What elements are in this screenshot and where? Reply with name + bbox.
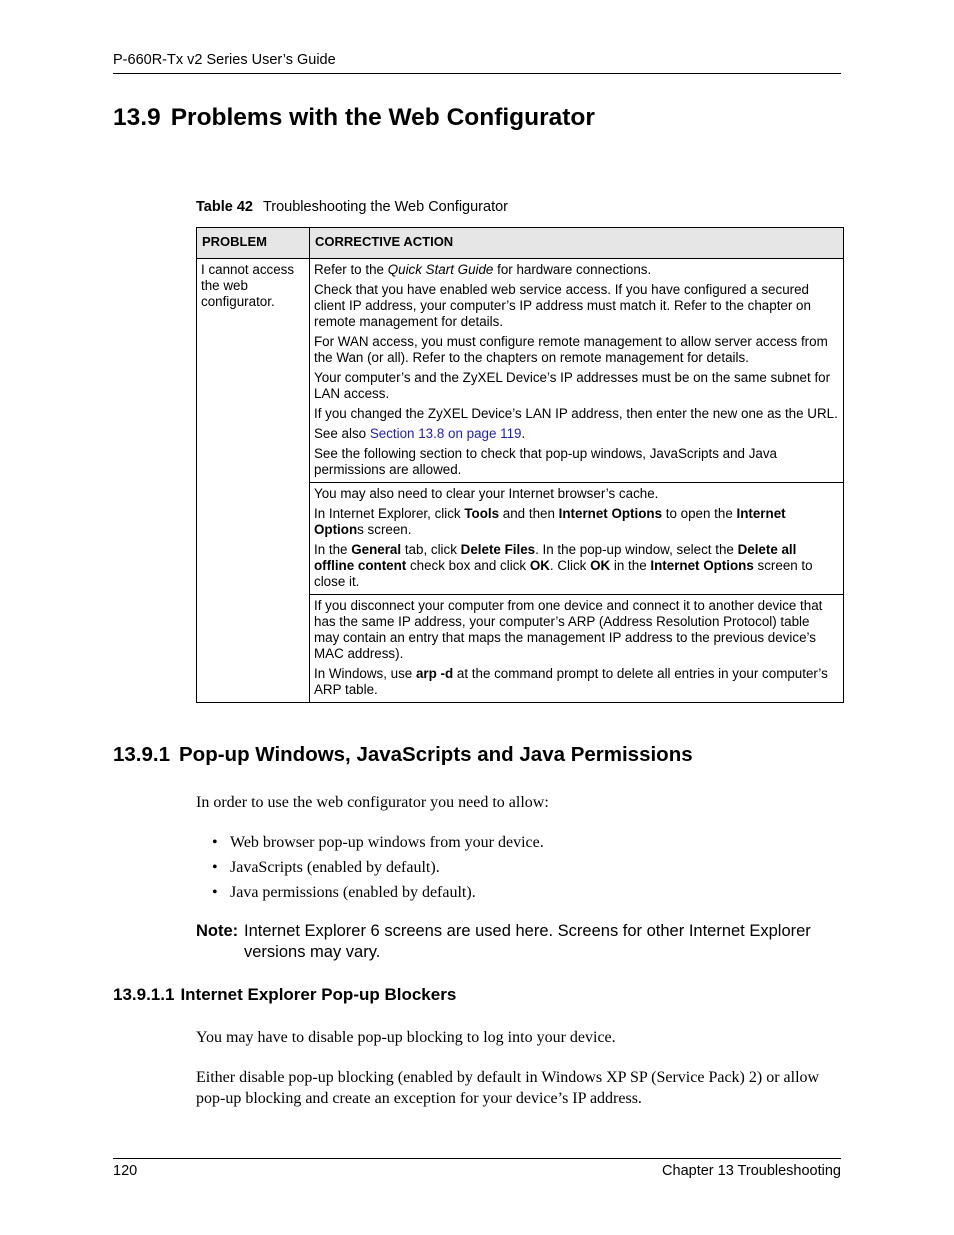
action-paragraph: Your computer’s and the ZyXEL Device’s IP addresses must be on the same subnet for LAN access. [314,370,831,401]
text-run: In Windows, use [314,666,416,681]
page-number: 120 [113,1163,138,1179]
list-item-text: Java permissions (enabled by default). [230,884,476,901]
text-run: in the [610,558,651,573]
section-title-text: Pop-up Windows, JavaScripts and Java Permissions [179,743,693,766]
list-item [212,882,832,903]
header-problem: PROBLEM [197,228,310,259]
action-cell-1 [310,259,844,483]
text-run: for hardware connections. [493,262,652,277]
text-run: tab, click [401,542,461,557]
guide-title: P-660R-Tx v2 Series User’s Guide [113,52,336,68]
text-run: . [521,426,526,441]
action-paragraph: Check that you have enabled web service access. If you have configured a secured client IP address, your computer’s IP address must match it. Refer to the chapter on remote management for details. [314,282,811,329]
table-caption-text: Troubleshooting the Web Configurator [262,199,508,215]
body-paragraph: You may have to disable pop-up blocking to log into your device. [196,1029,616,1046]
running-footer [113,1158,841,1179]
note-label: Note: [196,922,239,940]
action-paragraph [314,262,838,278]
subsection-title-text: Internet Explorer Pop-up Blockers [180,985,457,1004]
text-run: See also [314,426,370,441]
list-item [212,857,832,878]
header-corrective-action: CORRECTIVE ACTION [310,228,844,259]
text-run: . Click [549,558,591,573]
running-header [113,52,841,74]
text-run: and then [499,506,559,521]
bold-term: Tools [464,506,500,521]
problem-text: I cannot access the web configurator. [201,262,295,309]
bold-term: Internet Options [650,558,754,573]
list-item-text: JavaScripts (enabled by default). [230,859,440,876]
bold-term: Internet Options [558,506,663,521]
command-term: arp -d [415,666,454,681]
chapter-title [113,104,595,132]
action-paragraph: If you disconnect your computer from one device and connect it to another device that has the same IP address, your computer’s ARP (Address Resolution Protocol) table may contain an entry that maps the management IP address to the previous device’s MAC address). [314,598,823,661]
text-run: s screen. [357,522,412,537]
problem-cell [197,259,310,703]
table-header-row [197,228,844,259]
text-run: at the command prompt to delete all entries in your computer’s ARP table. [314,666,828,697]
text-run: check box and click [406,558,530,573]
section-title [113,743,693,767]
body-paragraph: Either disable pop-up blocking (enabled by default in Windows XP SP (Service Pack) 2) or allow pop-up blocking and create an exception for your device’s IP address. [196,1069,820,1107]
bullet-icon: • [212,884,218,901]
text-run: Refer to the [314,262,388,277]
list-item-text: Web browser pop-up windows from your device. [230,834,544,851]
footer-chapter: Chapter 13 Troubleshooting [662,1163,841,1179]
action-paragraph: If you changed the ZyXEL Device’s LAN IP address, then enter the new one as the URL. [314,406,838,421]
action-paragraph: See the following section to check that pop-up windows, JavaScripts and Java permissions are allowed. [314,446,777,477]
troubleshooting-table [196,227,844,703]
action-paragraph [314,506,838,538]
note-block [196,921,842,963]
text-run: to open the [662,506,737,521]
chapter-title-text: Problems with the Web Configurator [170,104,595,131]
bold-term: Delete all offline content [314,542,797,573]
quick-start-guide-ref: Quick Start Guide [387,262,494,277]
text-run: screen to close it. [314,558,813,589]
bullet-icon: • [212,834,218,851]
section-cross-reference-link[interactable]: Section 13.8 on page 119 [369,426,522,441]
subsection-number: 13.9.1.1 [113,985,175,1004]
chapter-number: 13.9 [113,104,161,131]
list-item [212,832,832,853]
bullet-icon: • [212,859,218,876]
action-paragraph [314,666,838,698]
table-row [197,259,844,483]
intro-paragraph: In order to use the web configurator you need to allow: [196,794,549,811]
bold-term: General [351,542,402,557]
action-paragraph: For WAN access, you must configure remote management to allow server access from the Wan (or all). Refer to the chapters on remote management for details. [314,334,828,365]
bold-term: Internet Option [314,506,786,537]
action-paragraph: You may also need to clear your Internet browser’s cache. [314,486,659,501]
action-cell-3 [310,595,844,703]
action-paragraph [314,542,838,590]
action-paragraph [314,426,838,442]
bold-term: OK [529,558,550,573]
bold-term: OK [590,558,611,573]
permissions-list [212,832,832,907]
subsection-title [113,985,456,1005]
table-caption-label: Table 42 [196,199,253,215]
table-caption [196,199,508,215]
bold-term: Delete Files [460,542,536,557]
text-run: In Internet Explorer, click [314,506,465,521]
section-number: 13.9.1 [113,743,170,766]
text-run: In the [314,542,352,557]
text-run: . In the pop-up window, select the [535,542,738,557]
note-text: Internet Explorer 6 screens are used here. Screens for other Internet Explorer versions may vary. [244,922,811,961]
action-cell-2 [310,483,844,595]
